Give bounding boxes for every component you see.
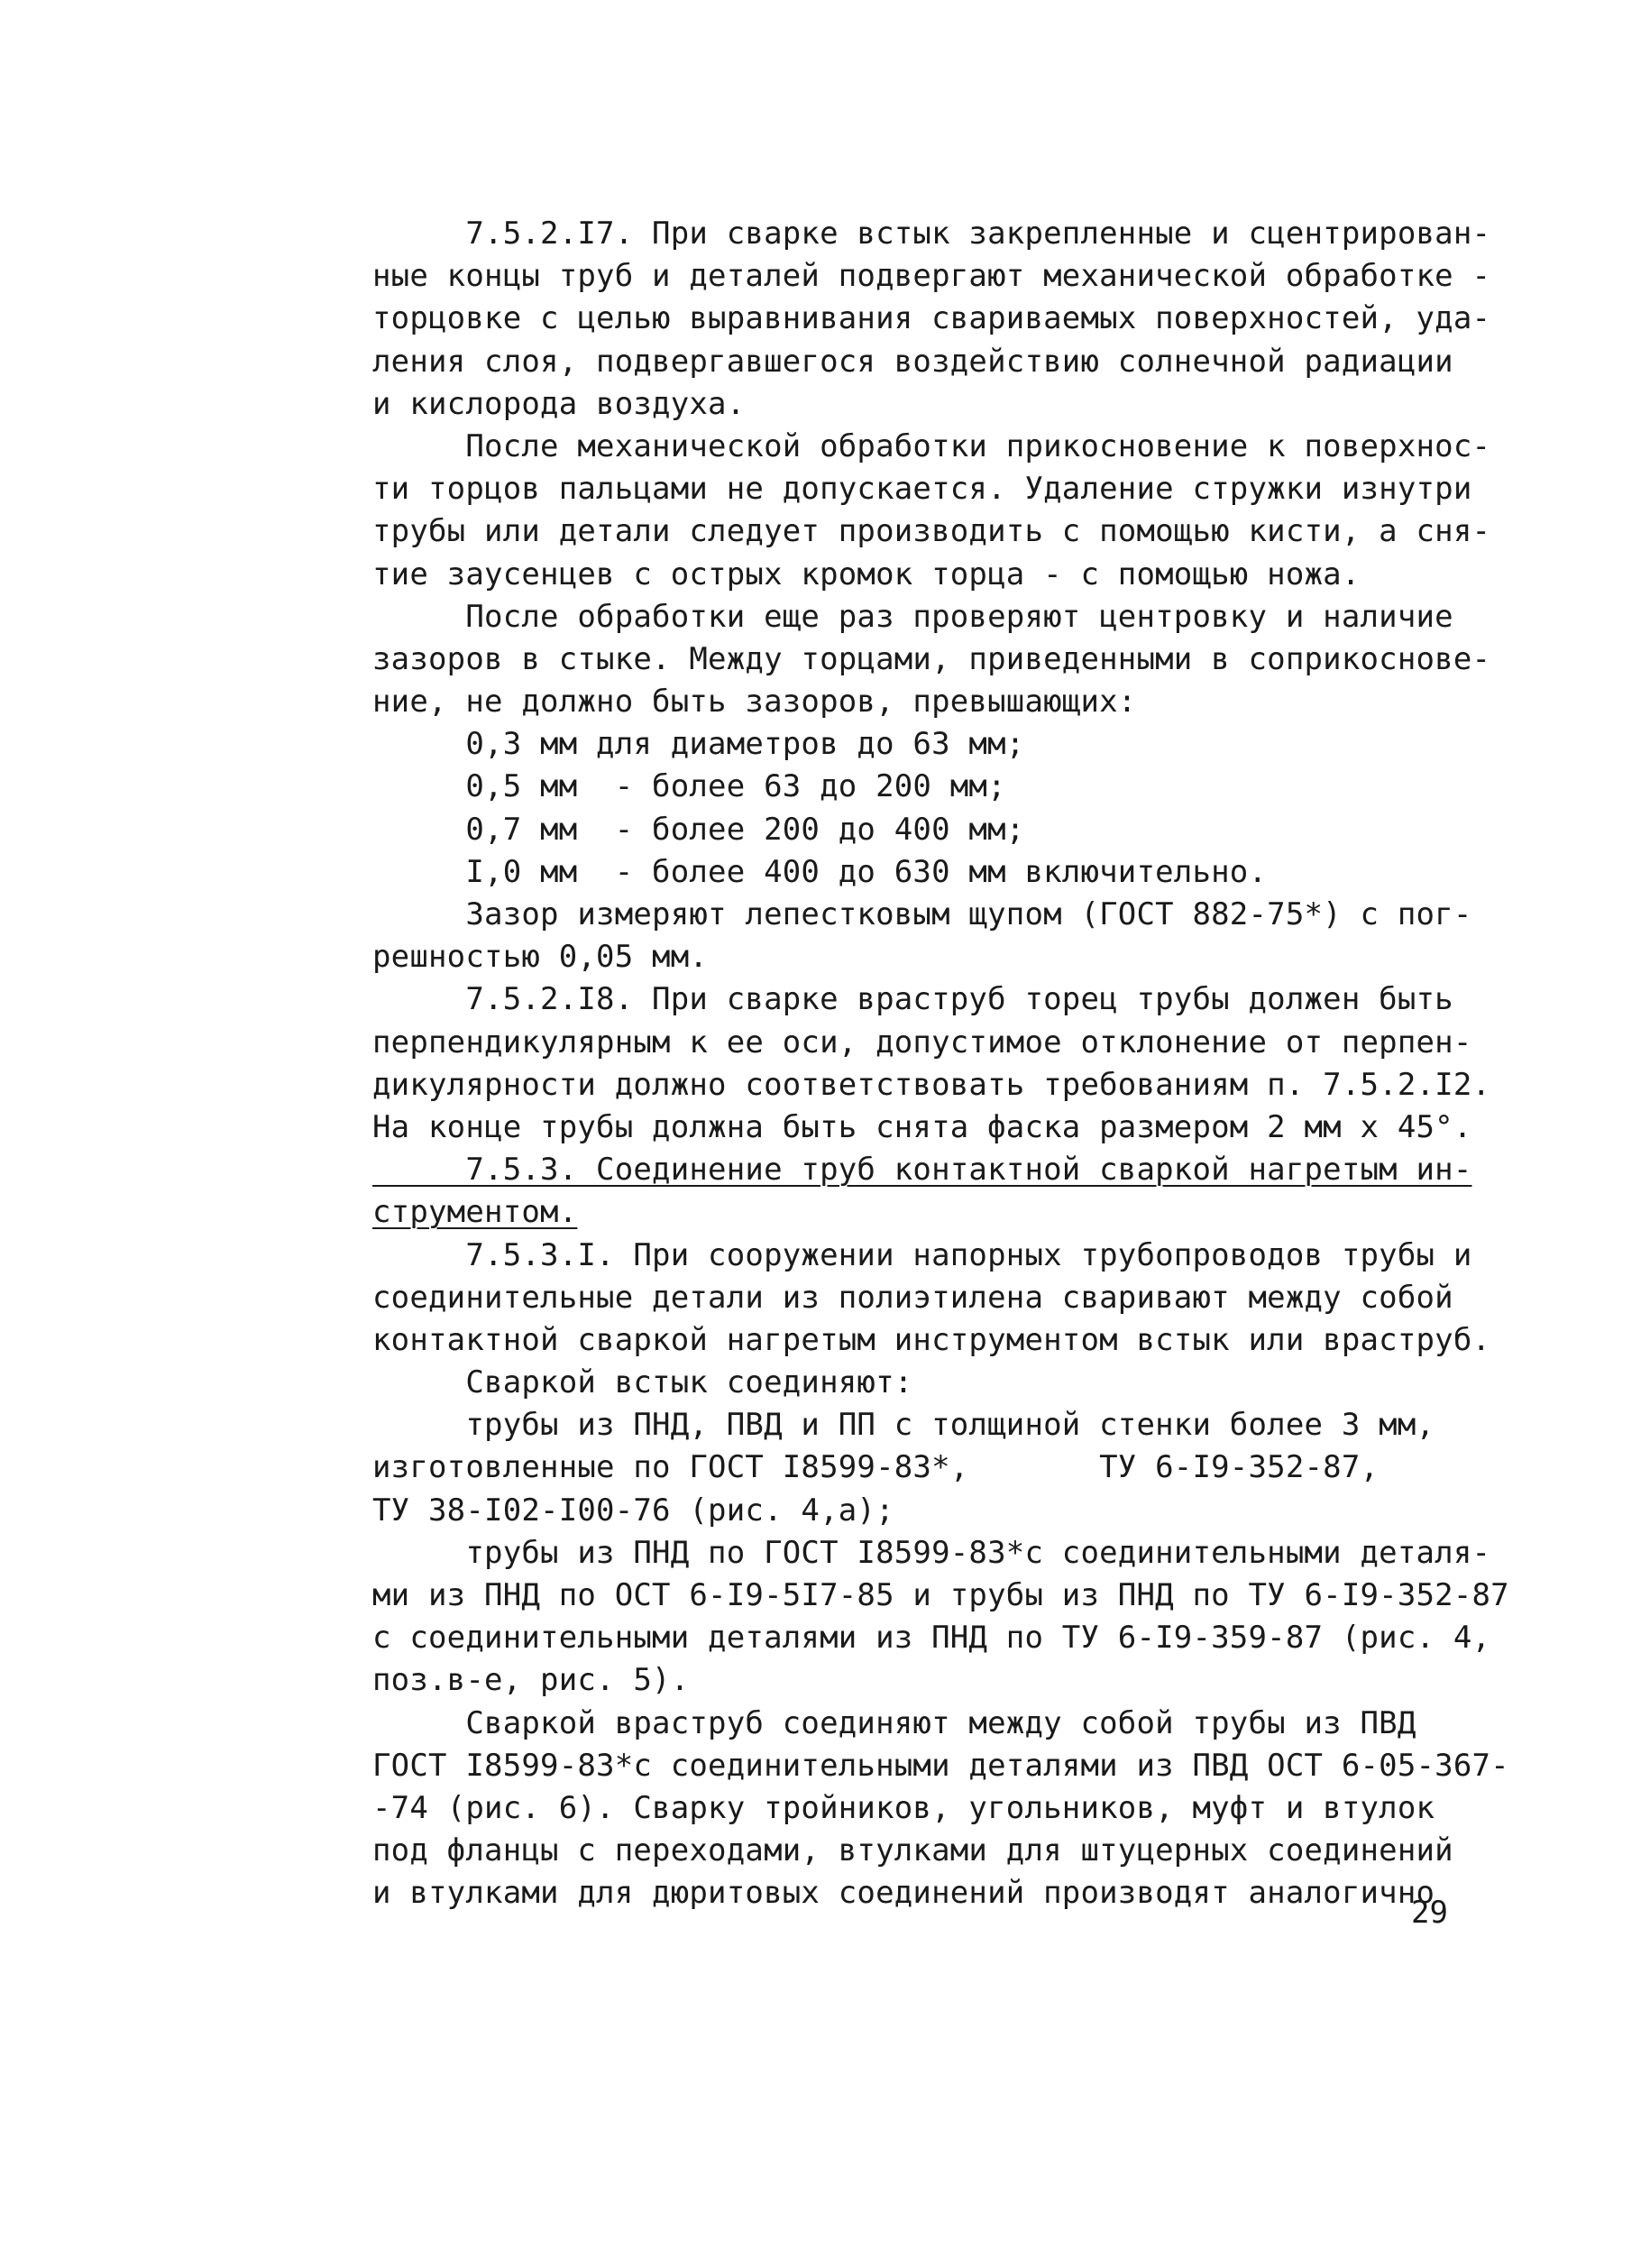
text-line-36: Сваркой враструб соединяют между собой трубы из ПВД [372,1704,1416,1741]
text-line-8: трубы или детали следует производить с помощью кисти, а сня- [372,513,1491,550]
text-line-34: с соединительными деталями из ПНД по ТУ 6-I9-359-87 (рис. 4, [372,1620,1491,1657]
text-line-25: 7.5.3.I. При сооружении напорных трубопроводов трубы и [372,1236,1472,1273]
text-line-2: ные концы труб и деталей подвергают механической обработке - [372,258,1491,295]
text-line-19: 7.5.2.I8. При сварке враструб торец трубы должен быть [372,981,1453,1018]
text-line-40: и втулками для дюритовых соединений производят аналогично [372,1875,1435,1912]
body-text [372,213,1509,1915]
text-line-1: 7.5.2.I7. При сварке встык закрепленные и сцентрирован- [372,216,1491,252]
text-line-9: тие заусенцев с острых кромок торца - с помощью ножа. [372,556,1361,592]
text-line-7: ти торцов пальцами не допускается. Удаление стружки изнутри [372,471,1472,508]
text-line-10: После обработки еще раз проверяют центровку и наличие [372,598,1453,635]
text-line-37: ГОСТ I8599-83*с соединительными деталями из ПВД ОСТ 6-05-367- [372,1747,1509,1784]
text-line-33: ми из ПНД по ОСТ 6-I9-5I7-85 и трубы из ПНД по ТУ 6-I9-352-87 [372,1577,1509,1613]
text-line-17: Зазор измеряют лепестковым щупом (ГОСТ 882-75*) с пог- [372,896,1472,932]
text-line-38: -74 (рис. 6). Сварку тройников, угольников, муфт и втулок [372,1789,1435,1826]
text-line-32: трубы из ПНД по ГОСТ I8599-83*с соединительными деталя- [372,1534,1491,1571]
text-line-16: I,0 мм - более 400 до 630 мм включительно. [372,853,1268,890]
text-line-26: соединительные детали из полиэтилена сваривают между собой [372,1279,1453,1316]
text-line-13: 0,3 мм для диаметров до 63 мм; [372,726,1025,763]
page-number: 29 [1411,1895,1448,1931]
text-line-30: изготовленные по ГОСТ I8599-83*, ТУ 6-I9-352-87, [372,1449,1380,1486]
text-line-27: контактной сваркой нагретым инструментом встык или враструб. [372,1321,1491,1358]
section-heading-line-2: струментом. [372,1194,578,1231]
text-line-12: ние, не должно быть зазоров, превышающих: [372,684,1137,721]
text-line-14: 0,5 мм - более 63 до 200 мм; [372,768,1006,805]
text-line-4: ления слоя, подвергавшегося воздействию солнечной радиации [372,343,1453,380]
text-line-29: трубы из ПНД, ПВД и ПП с толщиной стенки более 3 мм, [372,1407,1435,1444]
text-line-15: 0,7 мм - более 200 до 400 мм; [372,811,1025,848]
text-line-18: решностью 0,05 мм. [372,939,709,976]
text-line-28: Сваркой встык соединяют: [372,1364,913,1401]
text-line-11: зазоров в стыке. Между торцами, приведенными в соприкоснове- [372,640,1491,677]
text-line-6: После механической обработки прикосновение к поверхнос- [372,427,1491,464]
text-line-39: под фланцы с переходами, втулками для штуцерных соединений [372,1832,1453,1869]
section-heading-line-1: 7.5.3. Соединение труб контактной сваркой нагретым ин- [372,1152,1472,1189]
text-line-20: перпендикулярным к ее оси, допустимое отклонение от перпен- [372,1024,1472,1061]
text-line-35: поз.в-е, рис. 5). [372,1662,690,1699]
text-line-21: дикулярности должно соответствовать требованиям п. 7.5.2.I2. [372,1066,1491,1103]
text-line-22: На конце трубы должна быть снята фаска размером 2 мм x 45°. [372,1108,1472,1145]
text-line-3: торцовке с целью выравнивания свариваемых поверхностей, уда- [372,300,1491,337]
text-line-31: ТУ 38-I02-I00-76 (рис. 4,а); [372,1492,894,1529]
text-line-5: и кислорода воздуха. [372,385,746,422]
